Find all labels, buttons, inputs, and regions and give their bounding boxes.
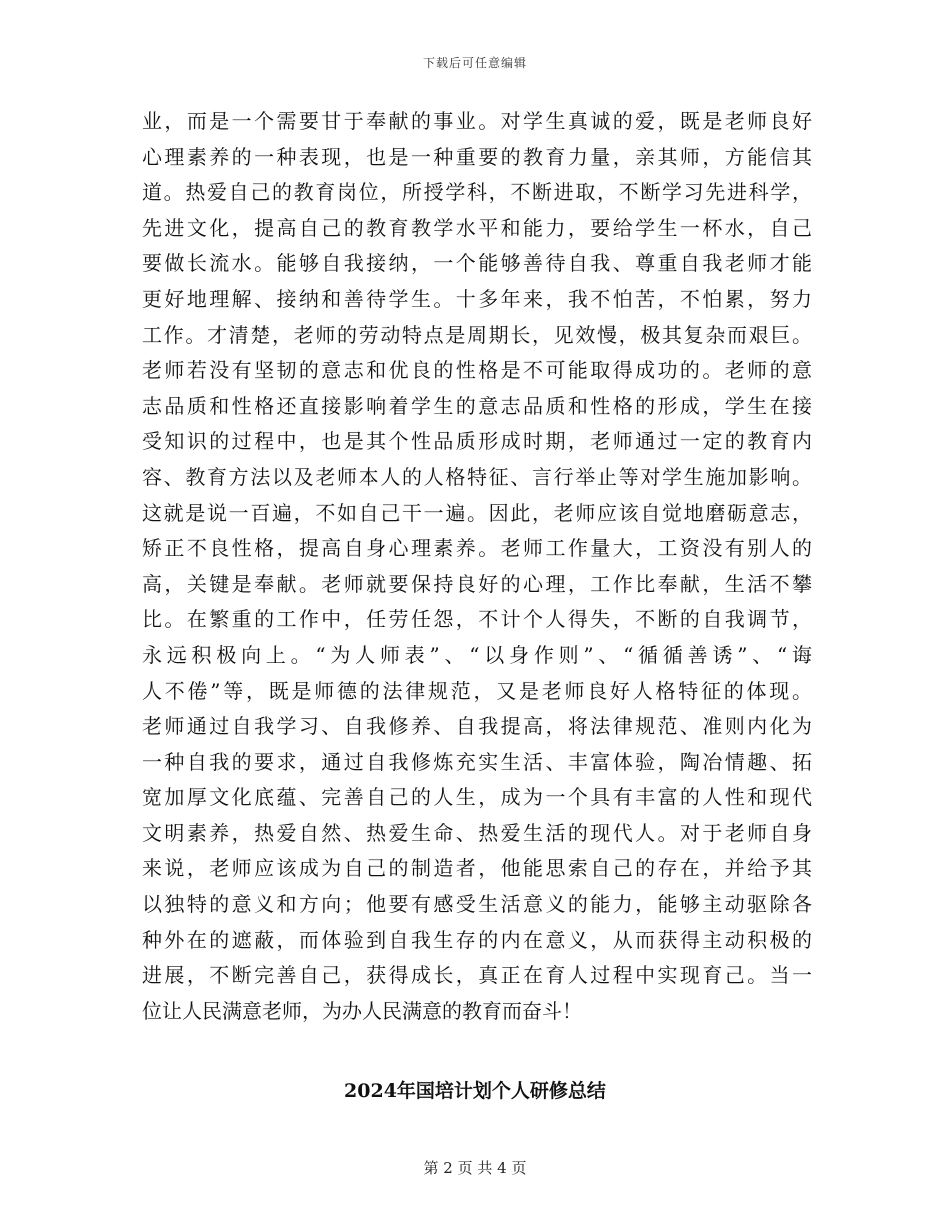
text-line: 比。在繁重的工作中，任劳任怨，不计个人得失，不断的自我调节， (142, 607, 812, 632)
text-line: 进展，不断完善自己，获得成长，真正在育人过程中实现育己。当一 (142, 963, 812, 988)
text-line: 来说，老师应该成为自己的制造者，他能思索自己的存在，并给予其 (142, 856, 812, 881)
text-line: 志品质和性格还直接影响着学生的意志品质和性格的形成，学生在接 (142, 393, 812, 418)
page-footer: 第 2 页 共 4 页 (423, 1159, 527, 1177)
text-line: 文明素养，热爱自然、热爱生命、热爱生活的现代人。对于老师自身 (142, 820, 812, 845)
text-line: 位让人民满意老师，为办人民满意的教育而奋斗！ (142, 998, 582, 1023)
text-line: 更好地理解、接纳和善待学生。十多年来，我不怕苦，不怕累，努力 (142, 286, 812, 311)
text-line: 老师若没有坚韧的意志和优良的性格是不可能取得成功的。老师的意 (142, 358, 812, 383)
text-line: 容、教育方法以及老师本人的人格特征、言行举止等对学生施加影响。 (142, 464, 812, 489)
text-line: 高，关键是奉献。老师就要保持良好的心理，工作比奉献，生活不攀 (142, 571, 812, 596)
text-line: 种外在的遮蔽，而体验到自我生存的内在意义，从而获得主动积极的 (142, 927, 812, 952)
text-line: 永远积极向上。“为人师表”、“以身作则”、“循循善诱”、“诲 (142, 642, 812, 667)
body-text (142, 104, 812, 1029)
section-title: 2024年国培计划个人研修总结 (344, 1080, 606, 1102)
text-line: 受知识的过程中，也是其个性品质形成时期，老师通过一定的教育内 (142, 429, 812, 454)
text-line: 心理素养的一种表现，也是一种重要的教育力量，亲其师，方能信其 (142, 144, 812, 169)
text-line: 这就是说一百遍，不如自己干一遍。因此，老师应该自觉地磨砺意志， (142, 500, 812, 525)
text-line: 老师通过自我学习、自我修养、自我提高，将法律规范、准则内化为 (142, 714, 812, 739)
text-line: 一种自我的要求，通过自我修炼充实生活、丰富体验，陶冶情趣、拓 (142, 749, 812, 774)
text-line: 道。热爱自己的教育岗位，所授学科，不断进取，不断学习先进科学， (142, 180, 812, 205)
text-line: 宽加厚文化底蕴、完善自己的人生，成为一个具有丰富的人性和现代 (142, 785, 812, 810)
text-line: 要做长流水。能够自我接纳，一个能够善待自我、尊重自我老师才能 (142, 251, 812, 276)
text-line: 以独特的意义和方向；他要有感受生活意义的能力，能够主动驱除各 (142, 892, 812, 917)
text-line: 业，而是一个需要甘于奉献的事业。对学生真诚的爱，既是老师良好 (142, 109, 812, 133)
text-line: 人不倦”等，既是师德的法律规范，又是老师良好人格特征的体现。 (142, 678, 812, 703)
page-header: 下载后可任意编辑 (422, 56, 527, 70)
text-line: 矫正不良性格，提高自身心理素养。老师工作量大，工资没有别人的 (142, 536, 812, 561)
text-line: 先进文化，提高自己的教育教学水平和能力，要给学生一杯水，自己 (142, 215, 812, 240)
text-line: 工作。才清楚，老师的劳动特点是周期长，见效慢，极其复杂而艰巨。 (142, 322, 812, 347)
